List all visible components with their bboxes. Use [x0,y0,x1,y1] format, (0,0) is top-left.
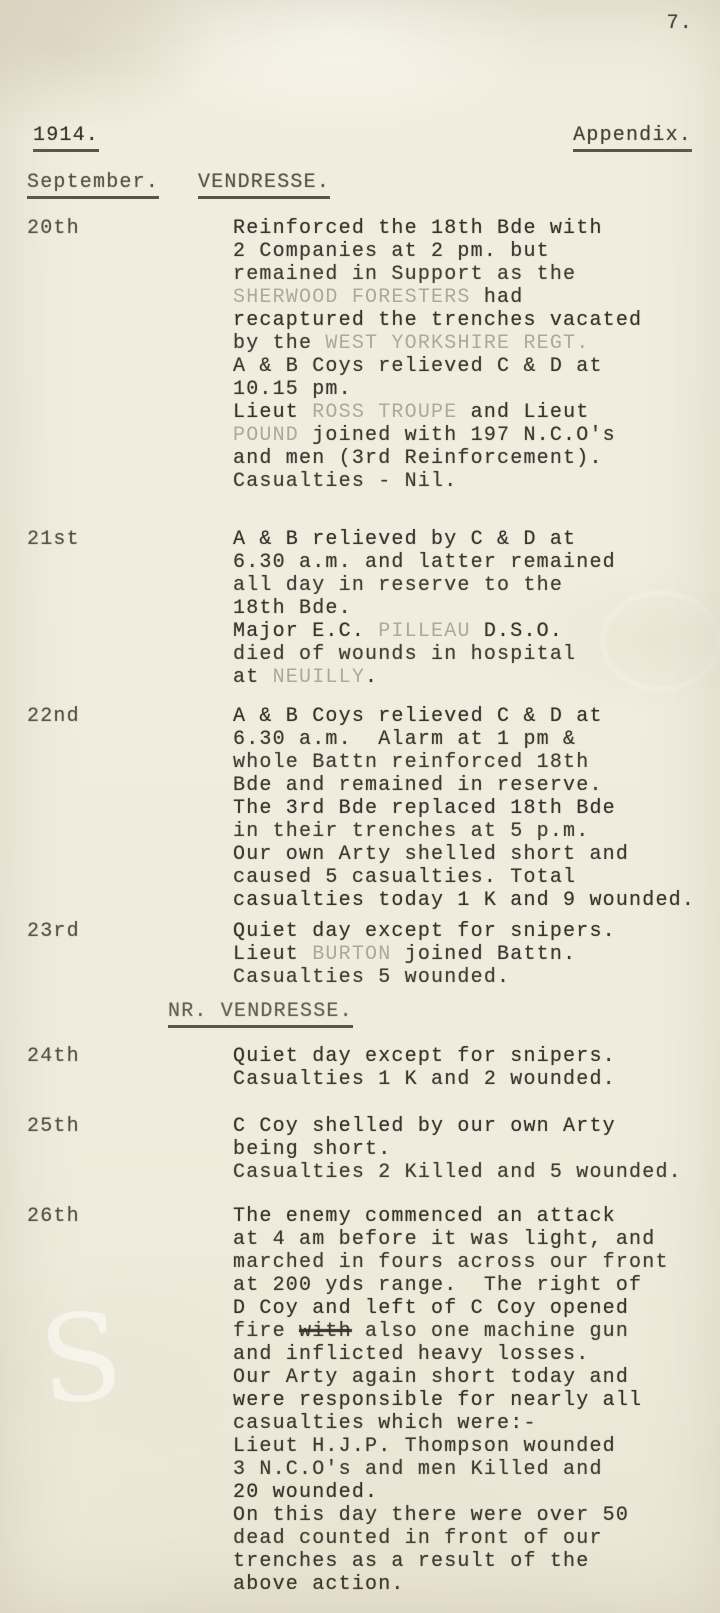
entry-line: 6.30 a.m. Alarm at 1 pm & [233,728,577,751]
diary-entry [0,1045,720,1091]
entry-line: Quiet day except for snipers. [233,1045,616,1068]
entry-line: 6.30 a.m. and latter remained [233,551,616,574]
entry-body [233,528,720,689]
entry-line: Reinforced the 18th Bde with [233,217,603,240]
entry-line: above action. [233,1573,405,1596]
year-heading: 1914. [33,124,99,152]
location-heading: VENDRESSE. [198,171,330,199]
entry-line: at 4 am before it was light, and [233,1228,656,1251]
entry-line: trenches as a result of the [233,1550,590,1573]
entry-line: Casualties - Nil. [233,470,458,493]
entry-line: were responsible for nearly all [233,1389,643,1412]
entry-line: marched in fours across our front [233,1251,669,1274]
entry-line: died of wounds in hospital [233,643,577,666]
diary-entry [0,1115,720,1184]
entry-line: C Coy shelled by our own Arty [233,1115,616,1138]
faded-ink-text: PILLEAU [378,620,471,643]
diary-blocks [0,214,720,1596]
entry-body [233,217,720,493]
entry-line: and men (3rd Reinforcement). [233,447,603,470]
entry-line: Lieut BURTON joined Battn. [233,943,577,966]
entry-line: Casualties 1 K and 2 wounded. [233,1068,616,1091]
entry-body [233,1205,720,1596]
entry-line: and inflicted heavy losses. [233,1343,590,1366]
entry-line: remained in Support as the [233,263,577,286]
entry-line: 20 wounded. [233,1481,379,1504]
entry-line: A & B relieved by C & D at [233,528,577,551]
entry-line: Quiet day except for snipers. [233,920,616,943]
entry-line: A & B Coys relieved C & D at [233,355,603,378]
entry-line: POUND joined with 197 N.C.O's [233,424,616,447]
entry-line: casualties which were:- [233,1412,537,1435]
entry-body [233,705,720,912]
entry-line: Casualties 5 wounded. [233,966,511,989]
entry-line: being short. [233,1138,392,1161]
entry-date: 26th [27,1205,80,1228]
entry-line: Our own Arty shelled short and [233,843,630,866]
faded-ink-text: SHERWOOD FORESTERS [233,286,471,309]
entry-line: Major E.C. PILLEAU D.S.O. [233,620,564,643]
entry-line: in their trenches at 5 p.m. [233,820,590,843]
entry-line: 18th Bde. [233,597,352,620]
entry-line: casualties today 1 K and 9 wounded. [233,889,696,912]
diary-entry [0,1205,720,1596]
entry-line: SHERWOOD FORESTERS had [233,286,524,309]
diary-entry [0,920,720,989]
entry-date: 23rd [27,920,80,943]
entry-line: whole Battn reinforced 18th [233,751,590,774]
month-heading: September. [27,171,159,199]
entry-date: 20th [27,217,80,240]
entry-line: by the WEST YORKSHIRE REGT. [233,332,590,355]
struck-out-word: with [299,1320,352,1343]
entry-date: 24th [27,1045,80,1068]
entry-date: 21st [27,528,80,551]
entry-body [233,1115,720,1184]
faded-ink-text: ROSS TROUPE [312,401,458,424]
diary-entry [0,217,720,493]
entry-date: 22nd [27,705,80,728]
entry-line: all day in reserve to the [233,574,564,597]
entry-line: recaptured the trenches vacated [233,309,643,332]
entry-line: 10.15 pm. [233,378,352,401]
entry-line: On this day there were over 50 [233,1504,630,1527]
entry-line: The 3rd Bde replaced 18th Bde [233,797,616,820]
entry-line: fire with also one machine gun [233,1320,630,1343]
section-heading [168,1000,720,1028]
faded-ink-text: POUND [233,424,300,447]
entry-line: caused 5 casualties. Total [233,866,577,889]
entry-line: D Coy and left of C Coy opened [233,1297,630,1320]
entry-line: The enemy commenced an attack [233,1205,616,1228]
entry-line: 3 N.C.O's and men Killed and [233,1458,603,1481]
diary-entry [0,528,720,689]
page-number: 7. [666,12,693,35]
appendix-heading: Appendix. [573,124,692,152]
entry-line: Casualties 2 Killed and 5 wounded. [233,1161,682,1184]
faded-ink-text: NEUILLY [272,666,366,689]
entry-line: Lieut H.J.P. Thompson wounded [233,1435,616,1458]
faded-ink-text: BURTON [312,943,392,966]
entry-line: Our Arty again short today and [233,1366,630,1389]
entry-line: A & B Coys relieved C & D at [233,705,603,728]
faded-ink-text: WEST YORKSHIRE REGT. [325,332,590,355]
entry-line: at 200 yds range. The right of [233,1274,643,1297]
entry-line: 2 Companies at 2 pm. but [233,240,550,263]
entry-date: 25th [27,1115,80,1138]
entry-line: Bde and remained in reserve. [233,774,603,797]
section-heading-text: NR. VENDRESSE. [168,1000,353,1028]
entry-line: dead counted in front of our [233,1527,603,1550]
entry-body [233,920,720,989]
entry-line: at NEUILLY. [233,666,379,689]
diary-entry [0,705,720,912]
entry-line: Lieut ROSS TROUPE and Lieut [233,401,590,424]
entry-body [233,1045,720,1091]
